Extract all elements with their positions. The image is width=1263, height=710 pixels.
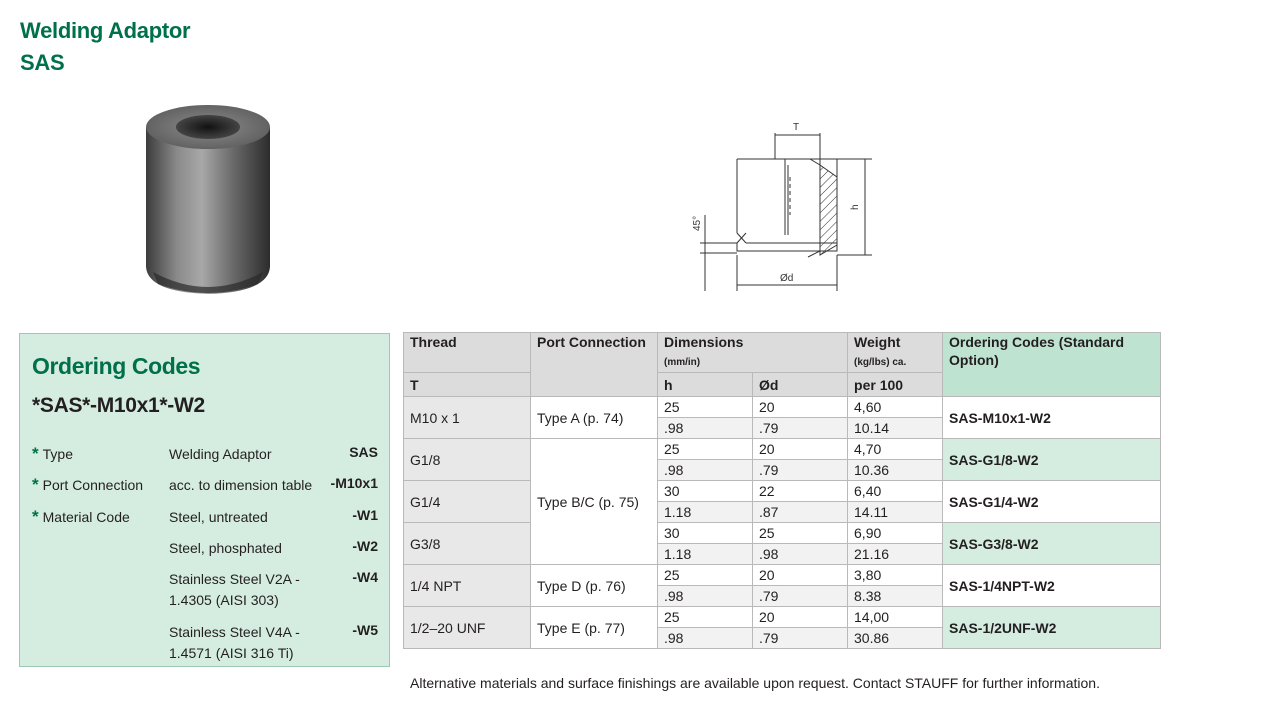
option-code: -W4: [352, 569, 378, 585]
col-header-thread: Thread: [404, 333, 531, 373]
col-header-thread-t: T: [404, 373, 531, 397]
cell-thread: 1/4 NPT: [404, 565, 531, 607]
table-row: [404, 607, 1161, 628]
col-header-dimensions: Dimensions (mm/in): [658, 333, 848, 373]
cell-h-mm: 30: [658, 481, 753, 502]
cell-h-in: .98: [658, 460, 753, 481]
option-code: -W2: [352, 538, 378, 554]
option-code: SAS: [349, 444, 378, 460]
cell-h-mm: 30: [658, 523, 753, 544]
cell-weight-lbs: 30.86: [848, 628, 943, 649]
col-header-h: h: [658, 373, 753, 397]
cell-weight-kg: 3,80: [848, 565, 943, 586]
cell-weight-lbs: 14.11: [848, 502, 943, 523]
cell-weight-lbs: 10.36: [848, 460, 943, 481]
option-label: * Port Connection: [32, 475, 144, 494]
cell-weight-kg: 4,70: [848, 439, 943, 460]
dimension-table: [403, 332, 1161, 649]
cell-ordering-code: SAS-G3/8-W2: [943, 523, 1161, 565]
cell-ordering-code: SAS-1/2UNF-W2: [943, 607, 1161, 649]
cell-thread: G1/4: [404, 481, 531, 523]
cell-d-mm: 22: [753, 481, 848, 502]
cell-ordering-code: SAS-G1/8-W2: [943, 439, 1161, 481]
page-title: Welding Adaptor: [20, 18, 191, 43]
cell-d-in: .98: [753, 544, 848, 565]
cell-h-in: .98: [658, 628, 753, 649]
cell-h-in: 1.18: [658, 544, 753, 565]
col-header-d: Ød: [753, 373, 848, 397]
cell-d-in: .79: [753, 586, 848, 607]
table-row: [404, 439, 1161, 460]
option-label: * Material Code: [32, 507, 130, 526]
cell-port: Type E (p. 77): [531, 607, 658, 649]
cell-ordering-code: SAS-1/4NPT-W2: [943, 565, 1161, 607]
cell-weight-lbs: 8.38: [848, 586, 943, 607]
drawing-label-angle: 45°: [692, 215, 703, 231]
cell-weight-lbs: 21.16: [848, 544, 943, 565]
cell-ordering-code: SAS-M10x1-W2: [943, 397, 1161, 439]
option-desc: acc. to dimension table: [169, 477, 313, 493]
cell-d-in: .79: [753, 460, 848, 481]
table-row: [404, 481, 1161, 502]
option-desc: Steel, untreated: [169, 509, 268, 525]
cell-weight-lbs: 10.14: [848, 418, 943, 439]
col-header-weight: Weight (kg/lbs) ca.: [848, 333, 943, 373]
option-desc: Stainless Steel V4A - 1.4571 (AISI 316 Ti): [169, 624, 300, 661]
option-code: -W1: [352, 507, 378, 523]
cell-h-in: 1.18: [658, 502, 753, 523]
cell-thread: G1/8: [404, 439, 531, 481]
option-desc: Steel, phosphated: [169, 540, 282, 556]
cell-h-mm: 25: [658, 439, 753, 460]
cell-h-in: .98: [658, 586, 753, 607]
cell-h-mm: 25: [658, 565, 753, 586]
option-code: -M10x1: [330, 475, 378, 491]
cell-h-in: .98: [658, 418, 753, 439]
drawing-label-t: T: [793, 122, 800, 133]
cell-thread: 1/2–20 UNF: [404, 607, 531, 649]
technical-drawing: [680, 115, 880, 297]
cell-ordering-code: SAS-G1/4-W2: [943, 481, 1161, 523]
option-label: * Type: [32, 444, 73, 463]
cell-thread: G3/8: [404, 523, 531, 565]
table-row: [404, 397, 1161, 418]
cell-d-mm: 20: [753, 607, 848, 628]
ordering-codes-panel: [19, 333, 390, 667]
cell-thread: M10 x 1: [404, 397, 531, 439]
cell-h-mm: 25: [658, 607, 753, 628]
cell-d-mm: 20: [753, 397, 848, 418]
cell-d-in: .79: [753, 628, 848, 649]
cell-weight-kg: 6,40: [848, 481, 943, 502]
cell-d-mm: 20: [753, 565, 848, 586]
cell-port: Type B/C (p. 75): [531, 439, 658, 565]
cell-d-mm: 20: [753, 439, 848, 460]
drawing-label-h: h: [850, 204, 861, 210]
col-header-ordering: Ordering Codes (Standard Option): [943, 333, 1161, 397]
cell-port: Type A (p. 74): [531, 397, 658, 439]
cell-d-mm: 25: [753, 523, 848, 544]
col-header-per100: per 100: [848, 373, 943, 397]
table-row: [404, 523, 1161, 544]
cell-d-in: .87: [753, 502, 848, 523]
option-desc: Stainless Steel V2A - 1.4305 (AISI 303): [169, 571, 300, 608]
page-subtitle: SAS: [20, 50, 65, 75]
drawing-label-d: Ød: [780, 273, 794, 284]
option-code: -W5: [352, 622, 378, 638]
option-desc: Welding Adaptor: [169, 446, 272, 462]
col-header-port: Port Connection: [531, 333, 658, 397]
cell-port: Type D (p. 76): [531, 565, 658, 607]
ordering-heading: Ordering Codes: [32, 353, 201, 379]
product-photo: [133, 102, 283, 302]
ordering-code-example: *SAS*-M10x1*-W2: [32, 394, 205, 417]
cell-weight-kg: 4,60: [848, 397, 943, 418]
table-row: [404, 565, 1161, 586]
cell-weight-kg: 14,00: [848, 607, 943, 628]
cell-weight-kg: 6,90: [848, 523, 943, 544]
cell-h-mm: 25: [658, 397, 753, 418]
cell-d-in: .79: [753, 418, 848, 439]
footnote: Alternative materials and surface finishings are available upon request. Contact STAUFF for further information.: [410, 675, 1100, 691]
